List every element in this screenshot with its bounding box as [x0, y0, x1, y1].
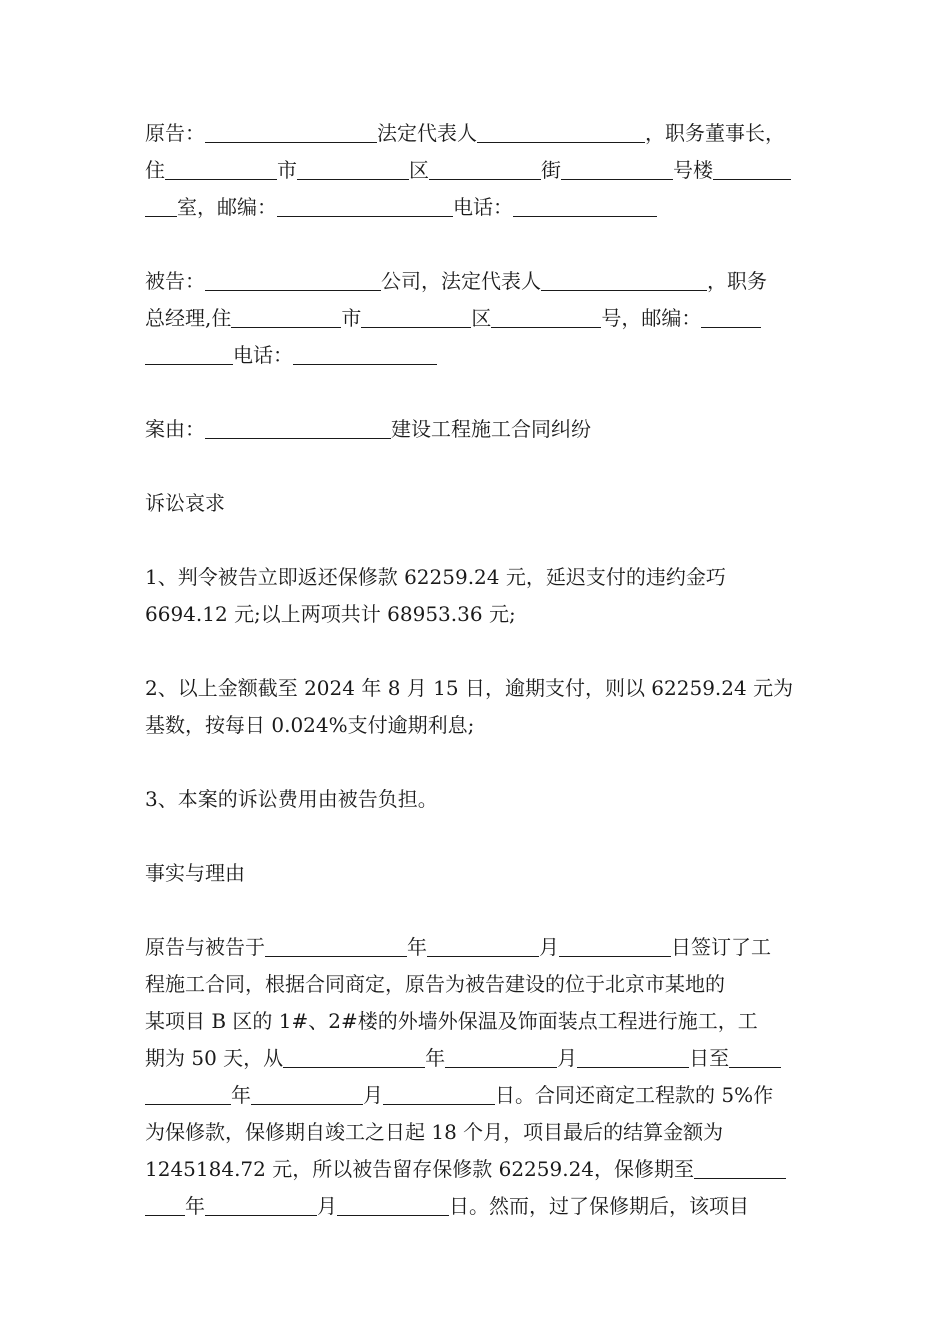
plaintiff-line-2: 住 市 区 街 号楼 — [145, 152, 810, 189]
claim-2-line-1: 2、以上金额截至 2024 年 8 月 15 日，逾期支付，则以 62259.24 元为 — [145, 676, 794, 700]
blank-sign-year[interactable] — [265, 934, 407, 957]
blank-defendant-name[interactable] — [205, 268, 381, 291]
facts-line-6: 为保修款，保修期自竣工之日起 18 个月，项目最后的结算金额为 — [145, 1120, 724, 1144]
claim-2-line-2: 基数，按每日 0.024%支付逾期利息; — [145, 713, 475, 737]
blank-defendant-postcode-a[interactable] — [701, 305, 761, 328]
blank-end-year-a[interactable] — [729, 1045, 781, 1068]
claim-item-3 — [145, 781, 810, 818]
blank-defendant-postcode-b[interactable] — [145, 342, 233, 365]
blank-defendant-district[interactable] — [361, 305, 471, 328]
blank-warranty-day[interactable] — [337, 1193, 449, 1216]
facts-heading: 事实与理由 — [145, 861, 245, 885]
document-body — [145, 115, 810, 1225]
blank-sign-day[interactable] — [559, 934, 671, 957]
blank-end-day[interactable] — [383, 1082, 495, 1105]
blank-plaintiff-postcode[interactable] — [277, 194, 453, 217]
cause-paragraph — [145, 411, 810, 448]
plaintiff-line-3: 室，邮编： 电话： — [145, 189, 810, 226]
facts-line-2: 程施工合同，根据合同商定，原告为被告建设的位于北京市某地的 — [145, 972, 725, 996]
blank-plaintiff-city[interactable] — [165, 157, 277, 180]
defendant-paragraph — [145, 263, 810, 374]
blank-warranty-month[interactable] — [205, 1193, 317, 1216]
facts-paragraph — [145, 929, 810, 1225]
blank-cause[interactable] — [205, 416, 391, 439]
defendant-line-1: 被告： 公司，法定代表人 ，职务 — [145, 269, 767, 293]
claim-item-1 — [145, 559, 810, 633]
blank-end-year-b[interactable] — [145, 1082, 231, 1105]
claim-3-line-1: 3、本案的诉讼费用由被告负担。 — [145, 787, 438, 811]
blank-plaintiff-room[interactable] — [145, 194, 177, 217]
blank-defendant-representative[interactable] — [541, 268, 707, 291]
blank-plaintiff-number[interactable] — [561, 157, 673, 180]
cause-line: 案由： 建设工程施工合同纠纷 — [145, 417, 591, 441]
facts-line-5: 年 月 日。合同还商定工程款的 5%作 — [145, 1077, 810, 1114]
plaintiff-paragraph — [145, 115, 810, 226]
facts-line-1: 原告与被告于 年 月 日签订了工 — [145, 935, 771, 959]
facts-line-7: 1245184.72 元，所以被告留存保修款 62259.24，保修期至 — [145, 1151, 810, 1188]
facts-line-8: 年 月 日。然而，过了保修期后，该项目 — [145, 1188, 810, 1225]
blank-start-day[interactable] — [577, 1045, 689, 1068]
claim-1-line-2: 6694.12 元;以上两项共计 68953.36 元; — [145, 602, 516, 626]
claim-1-line-1: 1、判令被告立即返还保修款 62259.24 元，延迟支付的违约金巧 — [145, 565, 726, 589]
blank-start-year[interactable] — [283, 1045, 425, 1068]
blank-plaintiff-building[interactable] — [713, 157, 791, 180]
blank-plaintiff-phone[interactable] — [513, 194, 657, 217]
blank-plaintiff-district[interactable] — [297, 157, 409, 180]
blank-plaintiff-representative[interactable] — [477, 120, 645, 143]
facts-line-4: 期为 50 天，从 年 月 日至 — [145, 1040, 810, 1077]
claim-item-2 — [145, 670, 810, 744]
blank-sign-month[interactable] — [427, 934, 539, 957]
blank-defendant-number[interactable] — [491, 305, 601, 328]
blank-start-month[interactable] — [445, 1045, 557, 1068]
blank-warranty-year-b[interactable] — [145, 1193, 185, 1216]
facts-line-3: 某项目 B 区的 1#、2#楼的外墙外保温及饰面装点工程进行施工，工 — [145, 1009, 758, 1033]
blank-plaintiff-name[interactable] — [205, 120, 377, 143]
plaintiff-line-1: 原告： 法定代表人 ，职务董事长， — [145, 121, 785, 145]
defendant-line-3: 电话： — [145, 337, 810, 374]
blank-warranty-year-a[interactable] — [694, 1156, 786, 1179]
blank-plaintiff-street[interactable] — [429, 157, 541, 180]
defendant-line-2: 总经理,住 市 区 号，邮编： — [145, 300, 810, 337]
blank-end-month[interactable] — [251, 1082, 363, 1105]
claims-heading: 诉讼哀求 — [145, 491, 225, 515]
blank-defendant-city[interactable] — [231, 305, 341, 328]
blank-defendant-phone[interactable] — [293, 342, 437, 365]
